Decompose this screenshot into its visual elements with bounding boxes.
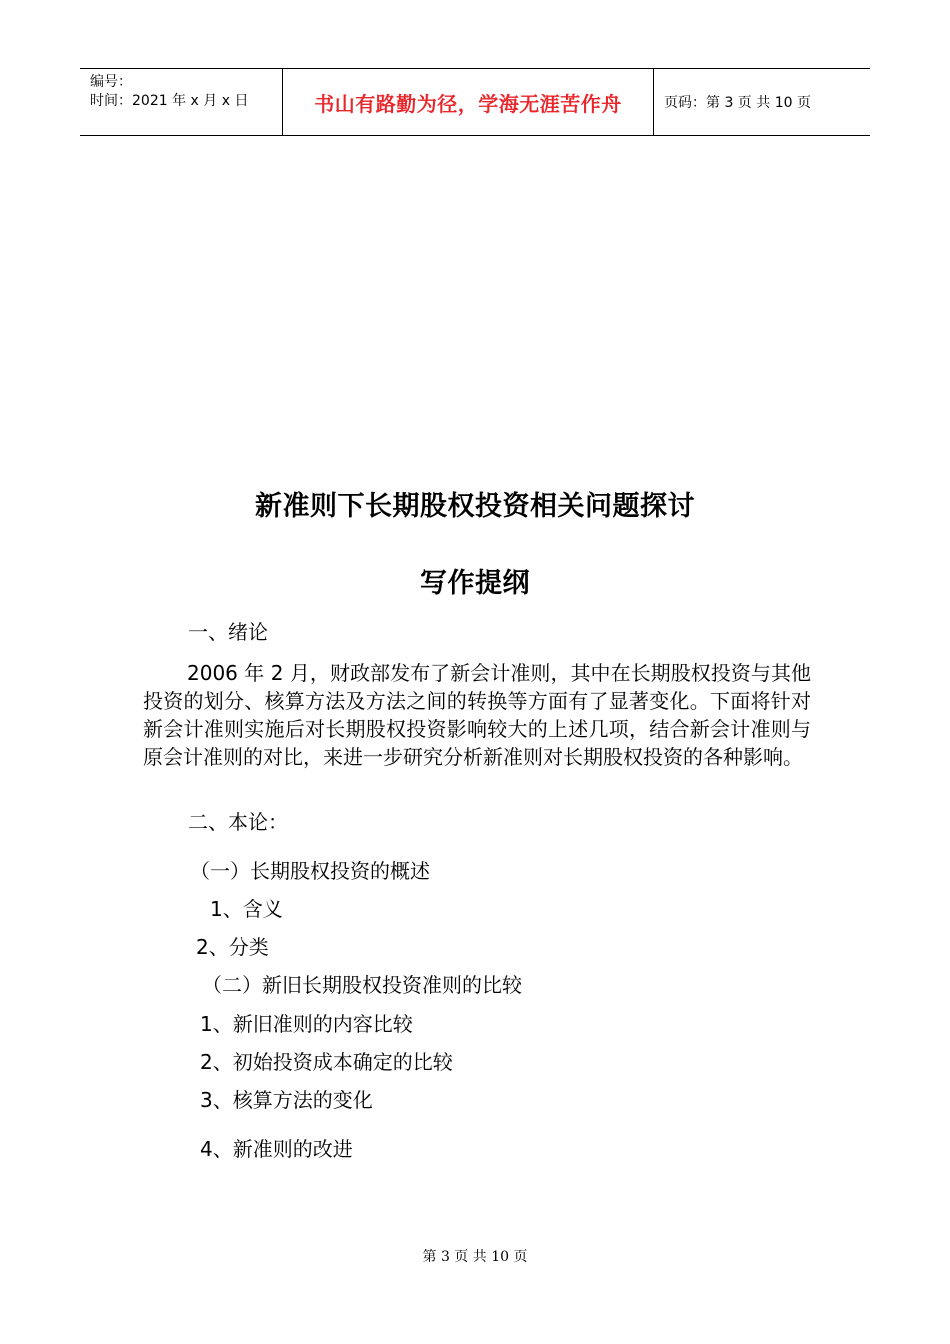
header-motto-cell <box>282 69 654 135</box>
intro-paragraph-text: 2006 年 2 月，财政部发布了新会计准则，其中在长期股权投资与其他投资的划分、核算方法及方法之间的转换等方面有了显著变化。下面将针对新会计准则实施后对长期股权投资影响较大的上述几项，结合新会计准则与原会计准则的对比，来进一步研究分析新准则对长期股权投资的各种影响。 <box>143 661 811 769</box>
list-item-improvements: 4、新准则的改进 <box>200 1137 353 1161</box>
page-footer: 第 3 页 共 10 页 <box>422 1249 528 1265</box>
time-label: 时间：2021 年 x 月 x 日 <box>90 93 249 109</box>
header-left-cell <box>80 69 282 135</box>
header-table <box>80 68 870 136</box>
subsection-heading-comparison: （二）新旧长期股权投资准则的比较 <box>202 973 522 997</box>
document-subtitle: 写作提纲 <box>420 568 530 599</box>
list-item-classification: 2、分类 <box>196 935 269 959</box>
subsection-heading-overview: （一）长期股权投资的概述 <box>190 859 430 883</box>
document-title: 新准则下长期股权投资相关问题探讨 <box>255 491 695 522</box>
list-item-initial-cost: 2、初始投资成本确定的比较 <box>200 1050 453 1074</box>
section-heading-intro: 一、绪论 <box>188 620 268 644</box>
serial-number-label: 编号： <box>90 74 132 90</box>
section-heading-main: 二、本论： <box>188 810 288 834</box>
page-info: 页码：第 3 页 共 10 页 <box>664 95 811 111</box>
list-item-meaning: 1、含义 <box>210 897 283 921</box>
list-item-content-comparison: 1、新旧准则的内容比较 <box>200 1012 413 1036</box>
header-page-cell <box>654 69 870 135</box>
list-item-accounting-method: 3、核算方法的变化 <box>200 1088 373 1112</box>
motto-text: 书山有路勤为径，学海无涯苦作舟 <box>314 91 622 116</box>
intro-paragraph <box>143 659 811 771</box>
